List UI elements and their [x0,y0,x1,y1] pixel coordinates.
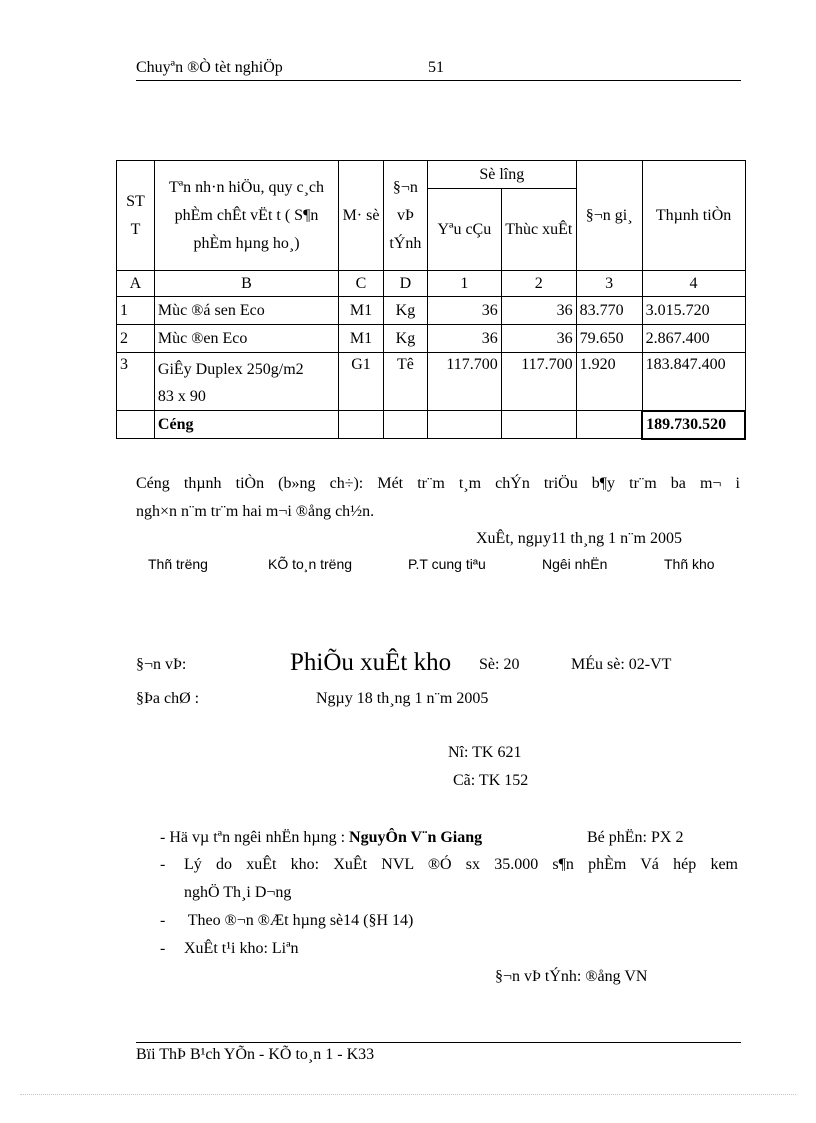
footer-rule [136,1042,741,1043]
page-bottom-divider [20,1094,796,1095]
receiver-name: NguyÔn V¨n Giang [349,829,483,846]
cell-unit: Kg [383,325,427,353]
table-row [117,297,746,325]
cell-empty [383,411,427,439]
material-issue-table [116,160,746,440]
cell-code: M1 [339,325,384,353]
header-stt: ST T [117,161,155,271]
cell-qty-required: 36 [427,297,501,325]
cell-unit: Kg [383,297,427,325]
debit-account: Nî: TK 621 [448,744,522,761]
total-in-words-line2: ngh×n n¨m tr¨m hai m¬i ®ång ch½n. [136,503,375,520]
total-in-words-line1: Céng thµnh tiÒn (b»ng ch÷): Mét tr¨m t¸m chÝn triÖu b¶y tr¨m ba m¬ i [136,475,740,492]
warehouse: XuÊt t¹i kho: Liªn [184,940,299,957]
total-label: Céng [154,411,338,439]
reason-line2: nghÖ Th¸i D¬ng [184,884,292,901]
address-label: §Þa chØ : [136,690,200,707]
header-qty-required: Yªu cÇu [427,189,501,271]
signature-chief-accountant: KÕ to¸n trëng [268,556,353,572]
slip-date: Ngµy 18 th¸ng 1 n¨m 2005 [316,690,489,707]
bullet-dash: - [160,912,166,929]
cell-price: 1.920 [576,353,642,411]
col-code: 2 [501,271,576,297]
cell-name-line1: GiÊy Duplex 250g/m2 [157,361,304,378]
header-unit: §¬n vÞ tÝnh [383,161,427,271]
header-amount: Thµnh tiÒn [642,161,745,271]
header-qty-actual: Thùc xuÊt [501,189,576,271]
slip-title: PhiÕu xuÊt kho [290,649,452,676]
cell-qty-actual: 36 [501,297,576,325]
cell-empty [339,411,384,439]
signature-storekeeper: Thñ kho [664,556,715,572]
cell-price: 79.650 [576,325,642,353]
cell-name: Mùc ®en Eco [154,325,338,353]
receiver-line [160,829,482,847]
page-number: 51 [428,59,444,76]
header-price: §¬n gi¸ [576,161,642,271]
col-code: 1 [427,271,501,297]
receiver-label: - Hä vµ tªn ngêi nhËn hµng : [160,829,350,846]
bullet-dash: - [160,856,166,873]
col-code: D [383,271,427,297]
header-name: Tªn nh·n hiÖu, quy c¸ch phÈm chÊt vËt t ( S¶n phÈm hµng ho¸) [154,161,338,271]
cell-qty-actual: 36 [501,325,576,353]
cell-empty [427,411,501,439]
cell-empty [501,411,576,439]
reason-line1: Lý do xuÊt kho: XuÊt NVL ®Ó sx 35.000 s¶n phÈm Vá hép kem [184,856,738,873]
cell-price: 83.770 [576,297,642,325]
col-code: A [117,271,155,297]
cell-unit: Tê [383,353,427,411]
cell-name-line2: 83 x 90 [157,388,206,405]
cell-name [154,353,338,411]
total-amount: 189.730.520 [642,411,745,439]
footer-author: Bïi ThÞ B¹ch YÕn - KÕ to¸n 1 - K33 [136,1046,375,1063]
cell-code: M1 [339,297,384,325]
department: Bé phËn: PX 2 [587,829,684,846]
cell-amount: 3.015.720 [642,297,745,325]
form-number: MÉu sè: 02-VT [571,656,672,673]
cell-qty-required: 117.700 [427,353,501,411]
cell-empty [117,411,155,439]
cell-empty [576,411,642,439]
cell-stt: 1 [117,297,155,325]
total-row [117,411,746,439]
col-code: B [154,271,338,297]
cell-name: Mùc ®á sen Eco [154,297,338,325]
col-code: C [339,271,384,297]
currency-unit: §¬n vÞ tÝnh: ®ång VN [495,968,648,985]
header-title: Chuyªn ®Ò tèt nghiÖp [136,59,283,76]
signature-supply: P.T cung tiªu [408,556,486,572]
cell-qty-actual: 117.700 [501,353,576,411]
col-code: 3 [576,271,642,297]
header-rule [136,80,741,81]
signature-director: Thñ trëng [148,556,208,572]
cell-amount: 183.847.400 [642,353,745,411]
table-row [117,325,746,353]
cell-amount: 2.867.400 [642,325,745,353]
order-reference: Theo ®¬n ®Æt hµng sè14 (§H 14) [184,912,414,929]
bullet-dash: - [160,940,166,957]
cell-stt: 2 [117,325,155,353]
slip-number: Sè: 20 [479,656,520,673]
signature-receiver: Ngêi nhËn [542,556,608,572]
credit-account: Cã: TK 152 [453,772,529,789]
cell-code: G1 [339,353,384,411]
header-code: M· sè [339,161,384,271]
unit-label: §¬n vÞ: [136,656,187,673]
cell-qty-required: 36 [427,325,501,353]
col-code: 4 [642,271,745,297]
header-quantity: Sè lîng [427,161,576,189]
table-row [117,353,746,411]
issue-date: XuÊt, ngµy11 th¸ng 1 n¨m 2005 [476,530,682,547]
cell-stt: 3 [117,353,155,411]
